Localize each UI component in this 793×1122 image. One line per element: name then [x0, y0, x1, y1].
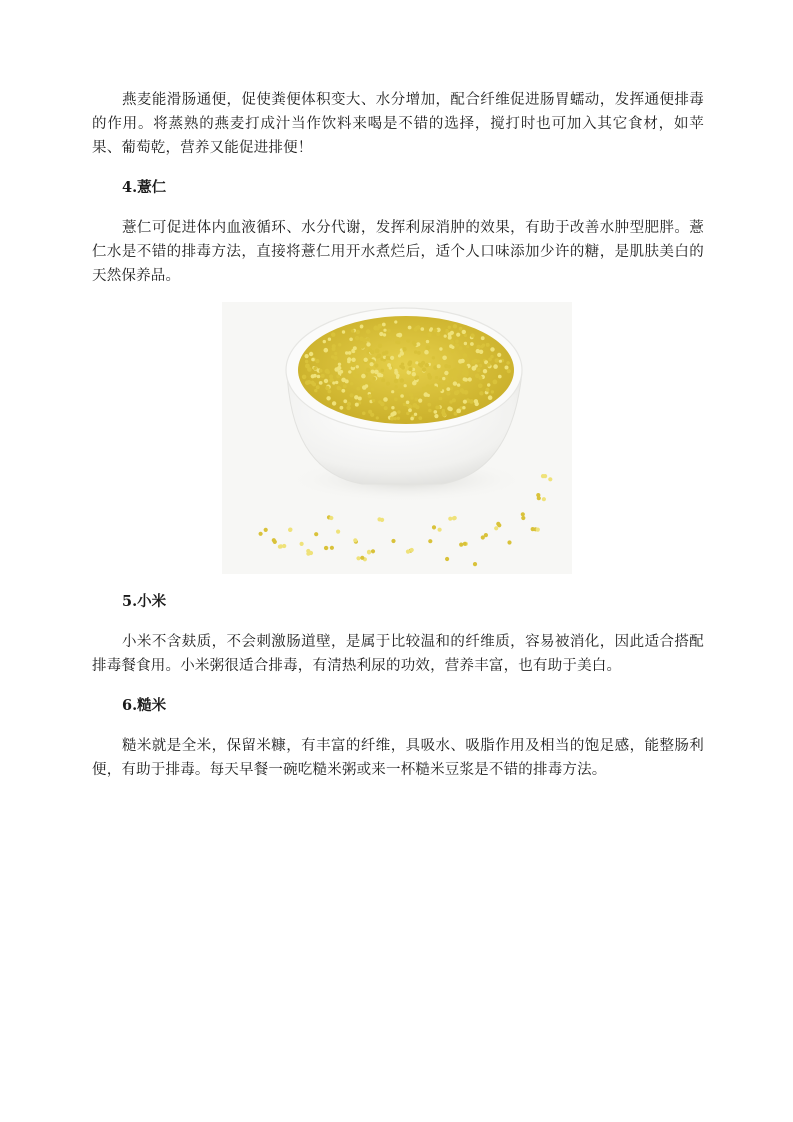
oats-paragraph: 燕麦能滑肠通便，促使粪便体积变大、水分增加，配合纤维促进肠胃蠕动，发挥通便排毒的作用。将蒸熟的燕麦打成汁当作饮料来喝是不错的选择，搅打时也可加入其它食材，如苹果、葡萄乾，营养又能促进排便！ — [92, 92, 704, 156]
section-heading-yiren: 4.薏仁 — [122, 179, 167, 196]
millet-bowl-image — [222, 302, 572, 574]
millet-bowl-photo-icon — [222, 302, 572, 574]
xiaomi-paragraph: 小米不含麸质，不会刺激肠道壁，是属于比较温和的纤维质，容易被消化，因此适合搭配排毒餐食用。小米粥很适合排毒，有清热利尿的功效，营养丰富，也有助于美白。 — [92, 634, 704, 674]
yiren-paragraph: 薏仁可促进体内血液循环、水分代谢，发挥利尿消肿的效果，有助于改善水肿型肥胖。薏仁水是不错的排毒方法，直接将薏仁用开水煮烂后，适个人口味添加少许的糖，是肌肤美白的天然保养品。 — [92, 220, 704, 284]
section-heading-caomi: 6.糙米 — [122, 697, 167, 714]
document-page — [92, 88, 704, 782]
section-heading-xiaomi: 5.小米 — [122, 593, 167, 610]
caomi-paragraph: 糙米就是全米，保留米糠，有丰富的纤维，具吸水、吸脂作用及相当的饱足感，能整肠利便，有助于排毒。每天早餐一碗吃糙米粥或来一杯糙米豆浆是不错的排毒方法。 — [92, 738, 704, 778]
